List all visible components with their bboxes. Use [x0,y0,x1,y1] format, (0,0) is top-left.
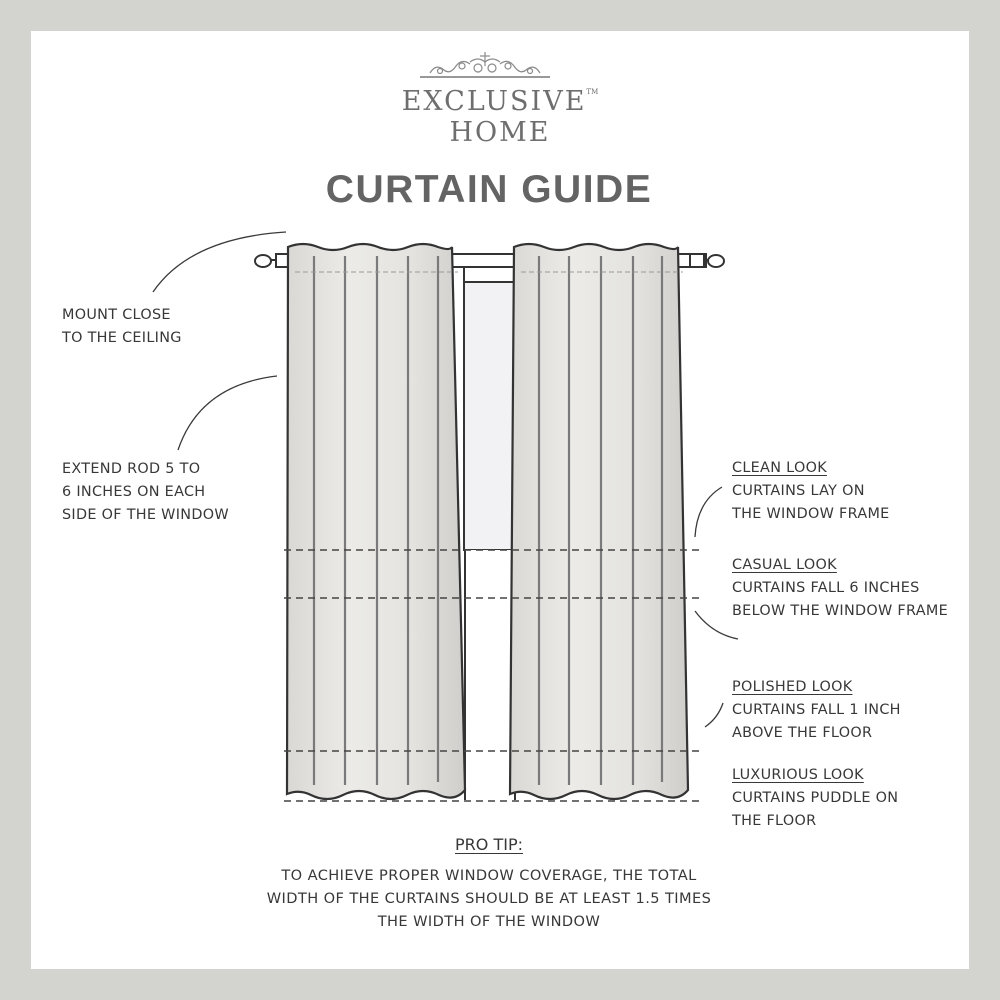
polished-leader-line [705,703,723,727]
extend-leader-line [178,376,277,450]
note-luxurious-look: LUXURIOUS LOOK CURTAINS PUDDLE ON THE FLOOR [732,764,898,833]
note-clean-look: CLEAN LOOK CURTAINS LAY ON THE WINDOW FRAME [732,457,890,526]
page-title: CURTAIN GUIDE [325,168,653,211]
clean-look-heading: CLEAN LOOK [732,460,827,476]
ornament-icon [420,52,550,77]
right-curtain [510,244,688,799]
note-extend-rod: EXTEND ROD 5 TO 6 INCHES ON EACH SIDE OF THE WINDOW [62,461,229,523]
note-polished-look: POLISHED LOOK CURTAINS FALL 1 INCH ABOVE THE FLOOR [732,676,901,745]
pro-tip-heading: PRO TIP: [455,835,523,854]
polished-look-heading: POLISHED LOOK [732,679,853,695]
note-casual-look: CASUAL LOOK CURTAINS FALL 6 INCHES BELOW THE WINDOW FRAME [732,554,948,623]
casual-look-heading: CASUAL LOOK [732,557,837,573]
luxurious-look-heading: LUXURIOUS LOOK [732,767,864,783]
brand-name-line2: HOME [449,117,551,148]
pro-tip-body: TO ACHIEVE PROPER WINDOW COVERAGE, THE TOTAL WIDTH OF THE CURTAINS SHOULD BE AT LEAST 1.5 TIMES THE WIDTH OF THE WINDOW [266,867,712,930]
clean-leader-line [695,487,722,537]
note-mount-close: MOUNT CLOSE TO THE CEILING [62,307,182,346]
brand-name-line1: EXCLUSIVE™ [401,86,599,117]
window [464,267,516,800]
left-curtain [287,244,465,799]
